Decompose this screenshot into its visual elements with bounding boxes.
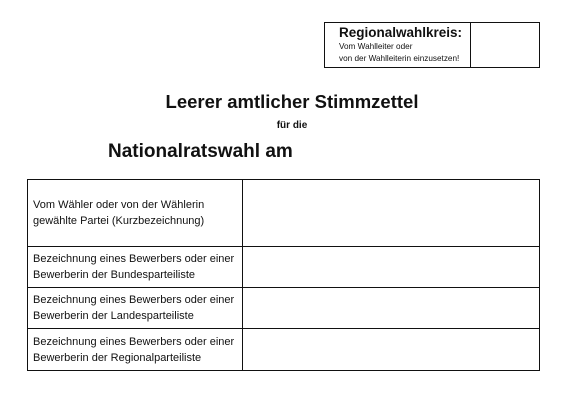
regional-constituency-note-line2: von der Wahlleiterin einzusetzen! — [339, 54, 460, 63]
state-list-field[interactable] — [243, 288, 539, 328]
regional-constituency-field[interactable] — [471, 23, 539, 67]
regional-list-label: Bezeichnung eines Bewerbers oder einer Bewerberin der Regionalparteiliste — [28, 329, 243, 370]
regional-constituency-note-line1: Vom Wahlleiter oder — [339, 42, 413, 51]
ballot-table — [27, 179, 540, 371]
regional-constituency-box — [324, 22, 540, 68]
federal-list-row — [28, 246, 539, 287]
party-row — [28, 180, 539, 246]
regional-constituency-title: Regionalwahlkreis: — [339, 25, 463, 40]
ballot-subtitle: für die — [276, 120, 308, 131]
federal-list-label: Bezeichnung eines Bewerbers oder einer Bewerberin der Bundesparteiliste — [28, 247, 243, 287]
party-field[interactable] — [243, 180, 539, 246]
federal-list-field[interactable] — [243, 247, 539, 287]
regional-list-row — [28, 328, 539, 370]
regional-list-field[interactable] — [243, 329, 539, 370]
ballot-title: Leerer amtlicher Stimmzettel — [165, 91, 419, 112]
regional-constituency-label-cell — [325, 23, 471, 67]
state-list-row — [28, 287, 539, 328]
party-label: Vom Wähler oder von der Wählerin gewählte Partei (Kurzbezeichnung) — [28, 180, 243, 246]
state-list-label: Bezeichnung eines Bewerbers oder einer Bewerberin der Landesparteiliste — [28, 288, 243, 328]
election-heading: Nationalratswahl am — [108, 141, 293, 162]
